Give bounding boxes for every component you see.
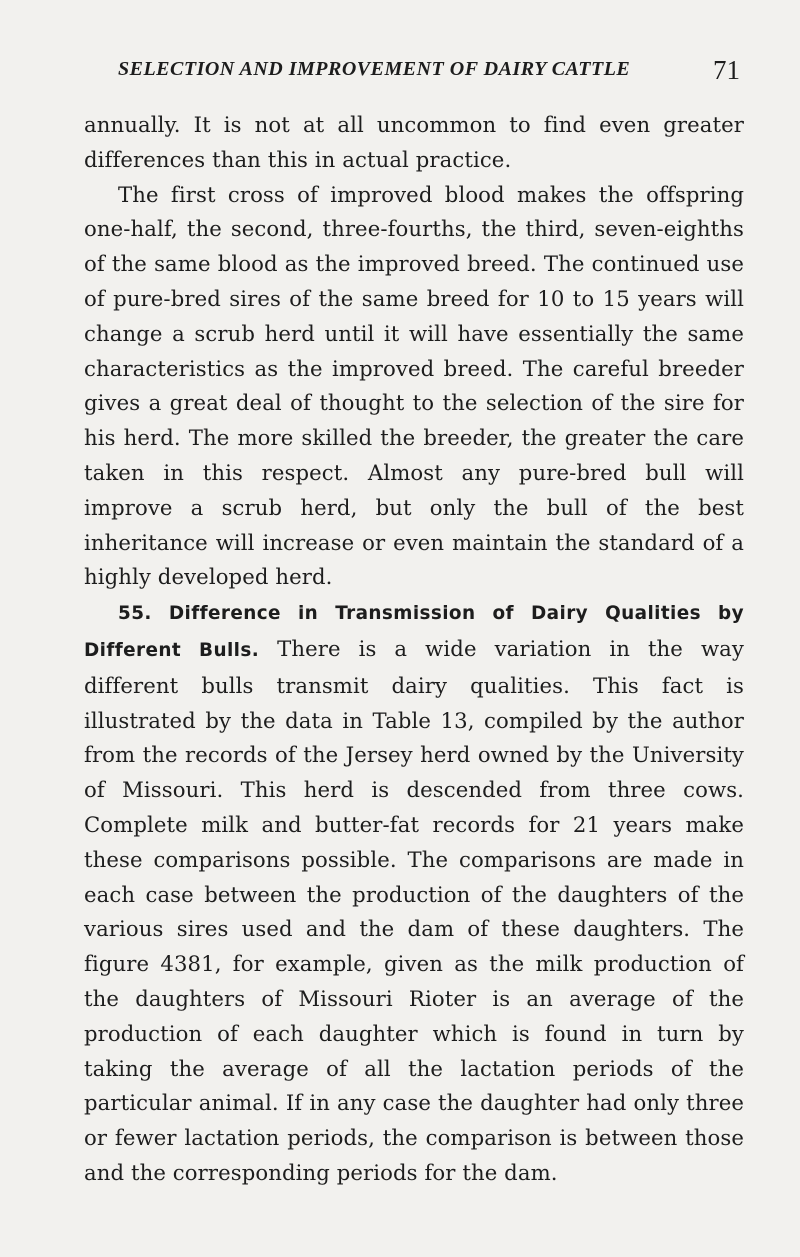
paragraph-continued: annually. It is not at all uncommon to find even greater differences than this in actual practice. xyxy=(84,112,744,172)
section-heading: 55. Difference in Transmission of Dairy Qualities by Different Bulls. xyxy=(84,603,744,661)
page-number: 71 xyxy=(713,55,740,85)
paragraph-transmission xyxy=(84,595,744,1191)
paragraph-transmission-text: There is a wide variation in the way different bulls transmit dairy qualities. This fact is illustrated by the data in Table 13, compiled by the author from the records of the Jersey herd owned by the University of Missouri. This herd is descended from three cows. Complete milk and butter-fat records for 21 years make these comparisons possible. The comparisons are made in each case between the production of the daughters of the various sires used and the dam of these daughters. The figure 4381, for example, given as the milk production of the daughters of Missouri Rioter is an average of the production of each daughter which is found in turn by taking the average of all the lactation periods of the particular animal. If in any case the daughter had only three or fewer lactation periods, the comparison is between those and the corresponding periods for the dam. xyxy=(84,635,744,1185)
body-text xyxy=(84,108,744,1191)
running-head-title: SELECTION AND IMPROVEMENT OF DAIRY CATTLE xyxy=(118,58,631,80)
paragraph-cross-breeding: The first cross of improved blood makes the offspring one-half, the second, three-fourths, the third, seven-eighths of the same blood as the improved breed. The continued use of pure-bred sires of the same breed for 10 to 15 years will change a scrub herd until it will have essentially the same characteristics as the improved breed. The careful breeder gives a great deal of thought to the selection of the sire for his herd. The more skilled the breeder, the greater the care taken in this respect. Almost any pure-bred bull will improve a scrub herd, but only the bull of the best inheritance will increase or even maintain the standard of a highly developed herd. xyxy=(84,181,744,590)
running-head xyxy=(118,55,740,92)
